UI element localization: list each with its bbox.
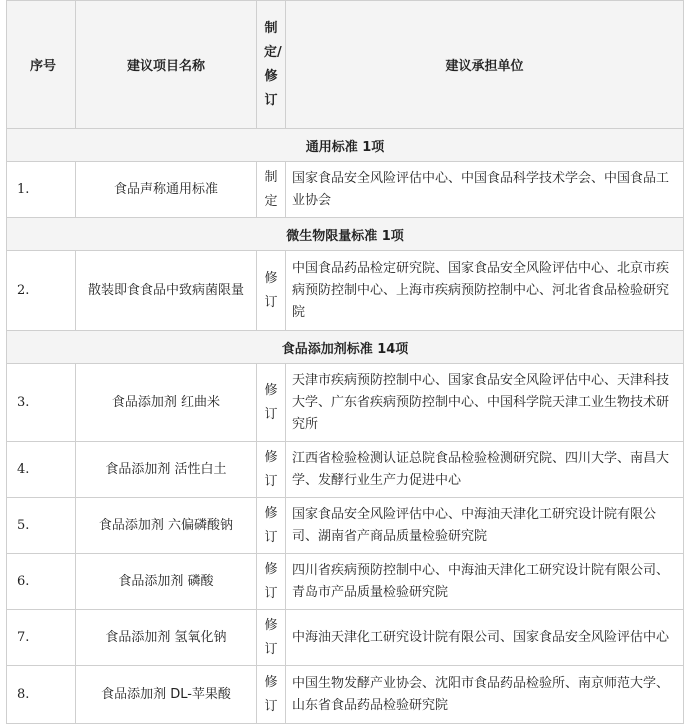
row-type-label: 制定 [264, 169, 278, 209]
row-type [257, 666, 286, 724]
row-number: 3. [7, 364, 76, 442]
header-type [257, 1, 286, 129]
row-project-name: 食品添加剂 磷酸 [76, 554, 257, 610]
row-project-name: 散装即食食品中致病菌限量 [76, 251, 257, 331]
row-unit: 四川省疾病预防控制中心、中海油天津化工研究设计院有限公司、青岛市产品质量检验研究院 [286, 554, 684, 610]
row-type [257, 610, 286, 666]
row-type-label: 修订 [264, 505, 278, 545]
table-row [7, 498, 684, 554]
header-serial-number: 序号 [7, 1, 76, 129]
row-number: 1. [7, 162, 76, 218]
row-unit: 中海油天津化工研究设计院有限公司、国家食品安全风险评估中心 [286, 610, 684, 666]
header-type-label: 制定/修订 [264, 20, 282, 108]
section-title-general: 通用标准 1项 [7, 129, 684, 162]
section-title-additives: 食品添加剂标准 14项 [7, 331, 684, 364]
row-project-name: 食品添加剂 活性白土 [76, 442, 257, 498]
table-row [7, 251, 684, 331]
row-unit: 国家食品安全风险评估中心、中国食品科学技术学会、中国食品工业协会 [286, 162, 684, 218]
standards-table [6, 0, 684, 724]
section-row [7, 331, 684, 364]
table-row [7, 364, 684, 442]
table-row [7, 666, 684, 724]
row-unit: 国家食品安全风险评估中心、中海油天津化工研究设计院有限公司、湖南省产商品质量检验研究院 [286, 498, 684, 554]
section-row [7, 129, 684, 162]
row-unit: 中国生物发酵产业协会、沈阳市食品药品检验所、南京师范大学、山东省食品药品检验研究院 [286, 666, 684, 724]
table-row [7, 162, 684, 218]
table-row [7, 442, 684, 498]
row-type [257, 498, 286, 554]
row-number: 6. [7, 554, 76, 610]
row-type [257, 442, 286, 498]
row-project-name: 食品添加剂 DL-苹果酸 [76, 666, 257, 724]
row-project-name: 食品添加剂 六偏磷酸钠 [76, 498, 257, 554]
table-row [7, 610, 684, 666]
row-project-name: 食品添加剂 红曲米 [76, 364, 257, 442]
row-unit: 中国食品药品检定研究院、国家食品安全风险评估中心、北京市疾病预防控制中心、上海市疾病预防控制中心、河北省食品检验研究院 [286, 251, 684, 331]
row-unit: 江西省检验检测认证总院食品检验检测研究院、四川大学、南昌大学、发酵行业生产力促进中心 [286, 442, 684, 498]
row-type [257, 162, 286, 218]
row-unit: 天津市疾病预防控制中心、国家食品安全风险评估中心、天津科技大学、广东省疾病预防控制中心、中国科学院天津工业生物技术研究所 [286, 364, 684, 442]
row-number: 8. [7, 666, 76, 724]
row-type [257, 251, 286, 331]
row-number: 4. [7, 442, 76, 498]
row-type-label: 修订 [264, 617, 278, 657]
row-type [257, 364, 286, 442]
row-type-label: 修订 [264, 449, 278, 489]
header-project-name: 建议项目名称 [76, 1, 257, 129]
row-number: 5. [7, 498, 76, 554]
row-project-name: 食品添加剂 氢氧化钠 [76, 610, 257, 666]
row-type-label: 修订 [264, 561, 278, 601]
row-type-label: 修订 [264, 382, 278, 422]
table-header-row [7, 1, 684, 129]
section-title-microbial: 微生物限量标准 1项 [7, 218, 684, 251]
row-type-label: 修订 [264, 674, 278, 714]
row-project-name: 食品声称通用标准 [76, 162, 257, 218]
row-type-label: 修订 [264, 270, 278, 310]
row-number: 7. [7, 610, 76, 666]
section-row [7, 218, 684, 251]
table-row [7, 554, 684, 610]
row-number: 2. [7, 251, 76, 331]
row-type [257, 554, 286, 610]
header-undertaking-unit: 建议承担单位 [286, 1, 684, 129]
